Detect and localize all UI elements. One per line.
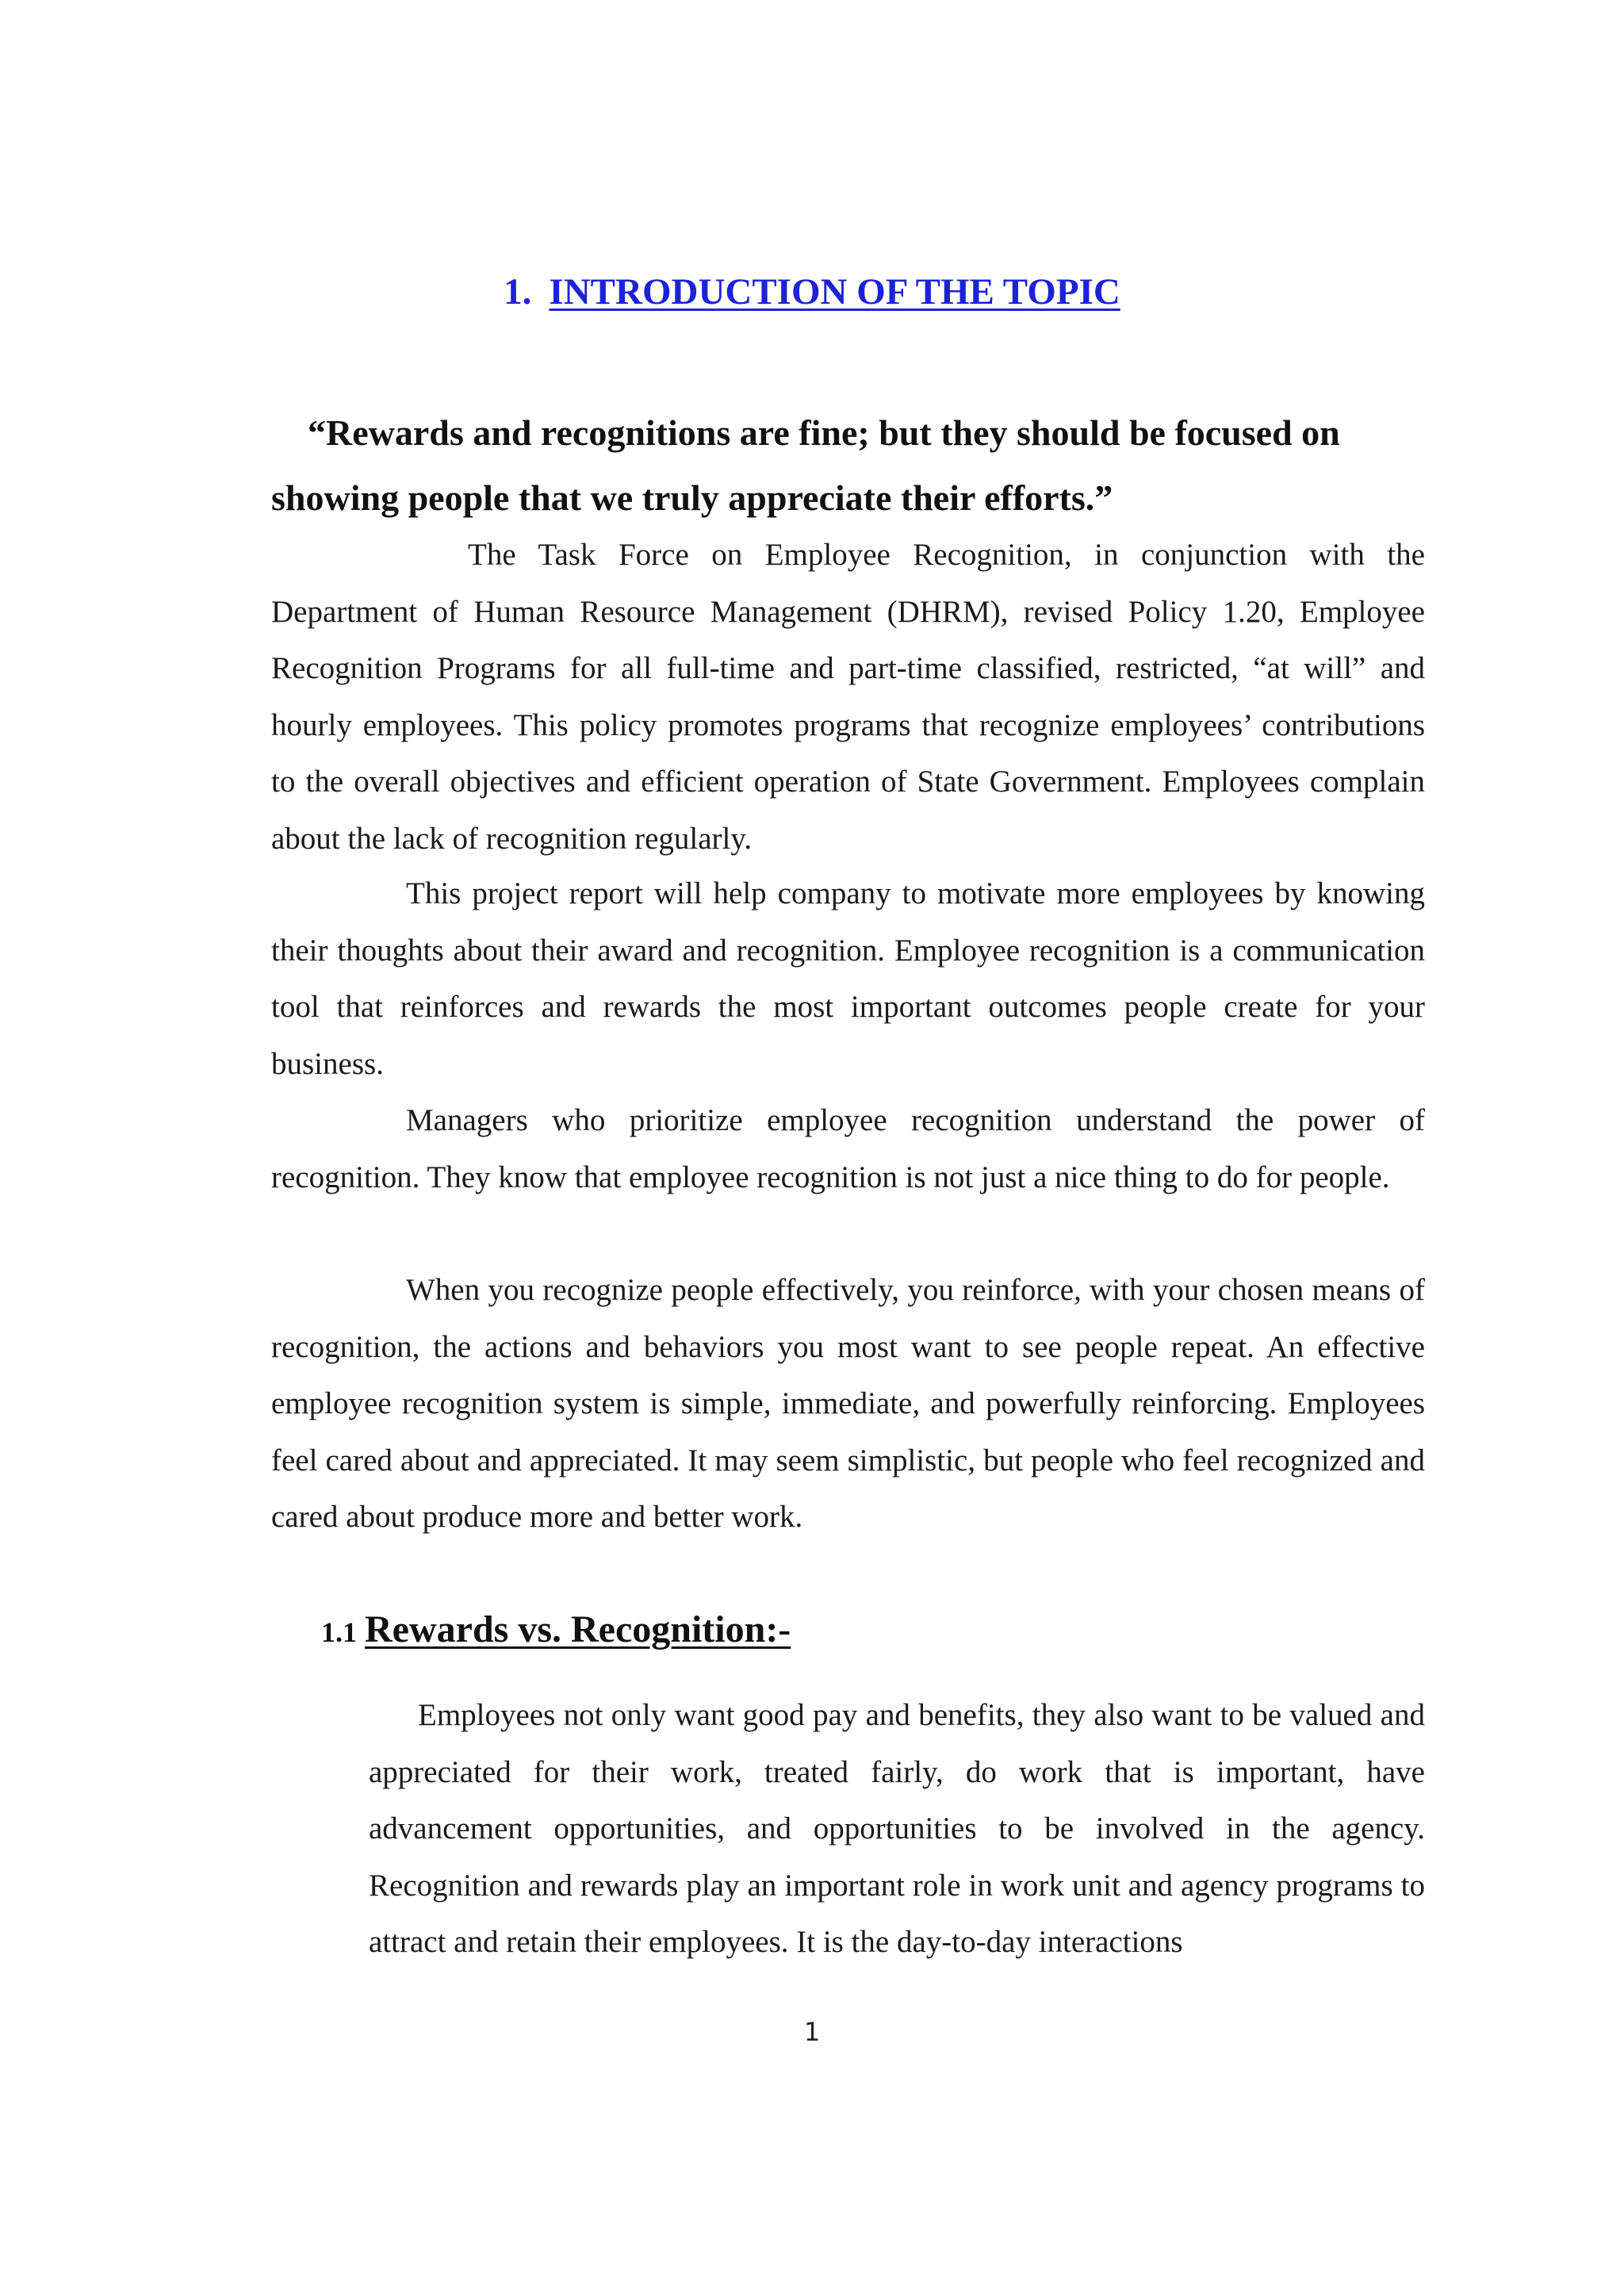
chapter-number: 1. bbox=[504, 271, 532, 312]
opening-quote: “Rewards and recognitions are fine; but they should be focused on showing people that we truly appreciate their efforts.” bbox=[271, 412, 1340, 518]
intro-paragraph-recognize-effectively: When you recognize people effectively, you reinforce, with your chosen means of recognition, the actions and behaviors you most want to see people repeat. An effective employee recognition system is simple, immediate, and powerfully reinforcing. Employees feel cared about and appreciated. It may seem simplistic, but people who feel recognized and cared about produce more and better work. bbox=[271, 1273, 1425, 1534]
page-number: 1 bbox=[803, 2017, 821, 2047]
intro-paragraph-task-force: The Task Force on Employee Recognition, in conjunction with the Department of Human Resource Management (DHRM), revised Policy 1.20, Employee Recognition Programs for all full-time and part-time classified, restricted, “at will” and hourly employees. This policy promotes programs that recognize employees’ contributions to the overall objectives and efficient operation of State Government. Employees complain about the lack of recognition regularly. bbox=[271, 538, 1425, 856]
section-title: Rewards vs. Recognition:- bbox=[365, 1608, 791, 1650]
section-heading bbox=[321, 1602, 791, 1664]
chapter-title bbox=[0, 268, 1624, 316]
chapter-title-text: INTRODUCTION OF THE TOPIC bbox=[549, 271, 1120, 312]
intro-paragraph-managers: Managers who prioritize employee recognition understand the power of recognition. They know that employee recognition is not just a nice thing to do for people. bbox=[271, 1103, 1425, 1194]
section-paragraph: Employees not only want good pay and benefits, they also want to be valued and appreciated for their work, treated fairly, do work that is important, have advancement opportunities, and opportunities to be involved in the agency. Recognition and rewards play an important role in work unit and agency programs to attract and retain their employees. It is the day-to-day interactions bbox=[369, 1698, 1425, 1959]
section-number: 1.1 bbox=[321, 1616, 357, 1648]
intro-paragraph-project-report: This project report will help company to motivate more employees by knowing their thoughts about their award and recognition. Employee recognition is a communication tool that reinforces and rewards the most important outcomes people create for your business. bbox=[271, 876, 1425, 1081]
